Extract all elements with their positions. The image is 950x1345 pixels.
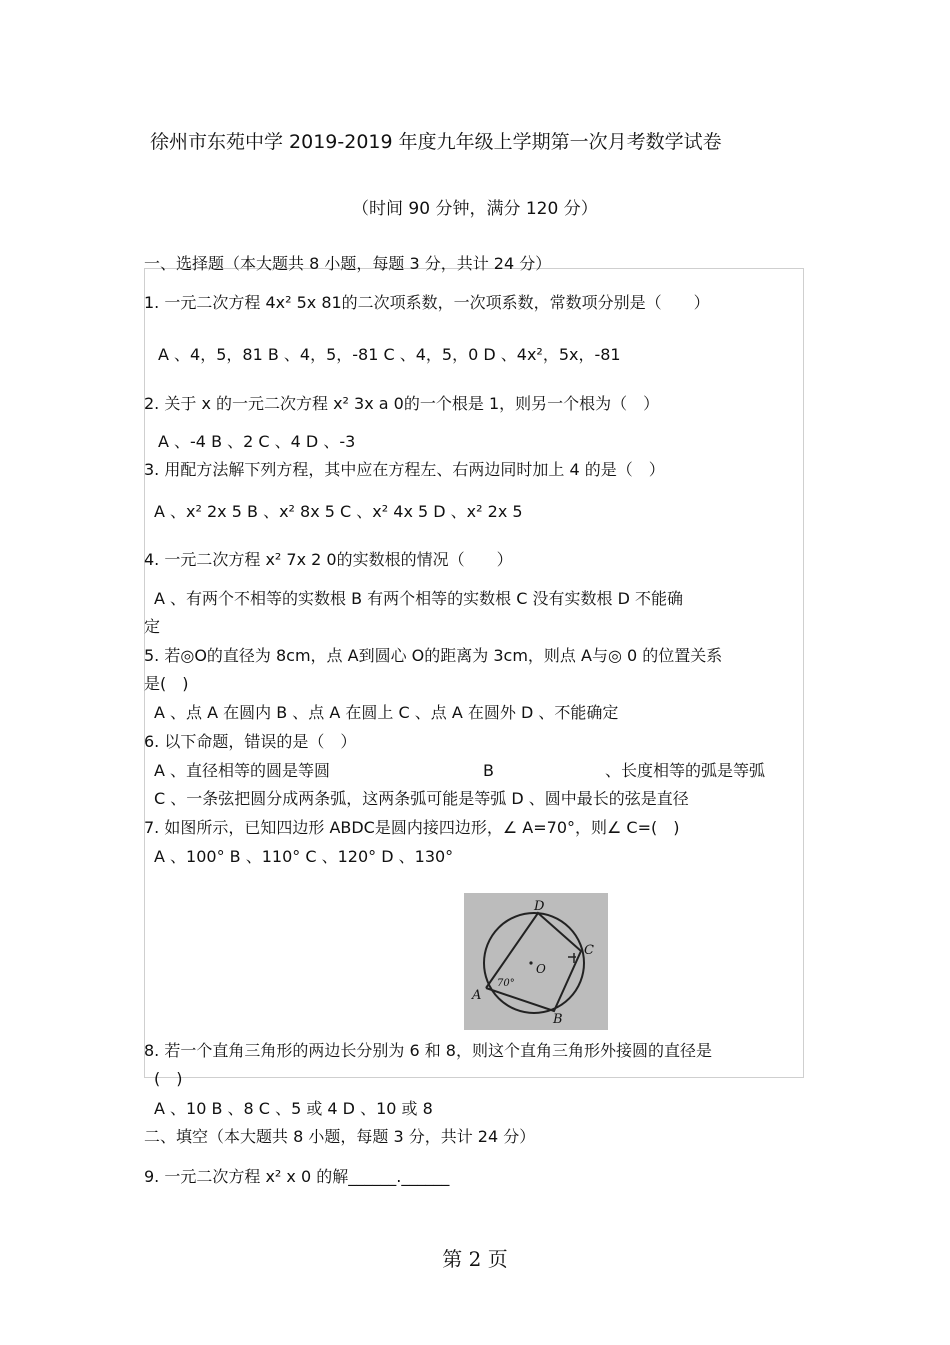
page-title: 徐州市东苑中学 2019-2019 年度九年级上学期第一次月考数学试卷 xyxy=(150,131,722,153)
question-6: 6. 以下命题，错误的是（ ） xyxy=(144,732,357,751)
question-6-options-cd: C 、一条弦把圆分成两条弧，这两条弧可能是等弧 D 、圆中最长的弦是直径 xyxy=(154,789,689,808)
label-c: C xyxy=(584,943,594,958)
question-5-options: A 、点 A 在圆内 B 、点 A 在圆上 C 、点 A 在圆外 D 、不能确定 xyxy=(154,703,619,722)
question-1: 1. 一元二次方程 4x² 5x 81的二次项系数，一次项系数，常数项分别是（ ） xyxy=(144,293,710,312)
question-2: 2. 关于 x 的一元二次方程 x² 3x a 0的一个根是 1，则另一个根为（ ） xyxy=(144,394,660,413)
question-6-option-a: A 、直径相等的圆是等圆 xyxy=(154,761,331,780)
section-1-heading: 一、选择题（本大题共 8 小题，每题 3 分，共计 24 分） xyxy=(144,254,552,273)
question-3: 3. 用配方法解下列方程，其中应在方程左、右两边同时加上 4 的是（ ） xyxy=(144,460,665,479)
label-b: B xyxy=(553,1012,563,1027)
question-9: 9. 一元二次方程 x² x 0 的解______.______ xyxy=(144,1167,450,1186)
question-7: 7. 如图所示，已知四边形 ABDC是圆内接四边形，∠ A=70°，则∠ C=( ) xyxy=(144,818,680,837)
question-4-options-cont: 定 xyxy=(144,617,161,636)
question-5-cont: 是( ) xyxy=(144,674,189,693)
question-6-option-b: B xyxy=(483,761,494,780)
question-2-options: A 、-4 B 、2 C 、4 D 、-3 xyxy=(158,432,356,451)
label-a: A xyxy=(472,988,482,1003)
question-1-options: A 、4，5，81 B 、4，5，-81 C 、4，5，0 D 、4x²，5x，-81 xyxy=(158,345,621,364)
question-4: 4. 一元二次方程 x² 7x 2 0的实数根的情况（ ） xyxy=(144,550,513,569)
section-2-heading: 二、填空（本大题共 8 小题，每题 3 分，共计 24 分） xyxy=(144,1127,536,1146)
question-8-cont: ( ) xyxy=(154,1069,183,1088)
circle-figure xyxy=(464,893,608,1030)
label-o: O xyxy=(536,962,546,976)
question-8: 8. 若一个直角三角形的两边长分别为 6 和 8，则这个直角三角形外接圆的直径是 xyxy=(144,1041,712,1060)
inscribed-quadrilateral-diagram xyxy=(464,893,608,1030)
question-6-option-b-text: 、长度相等的弧是等弧 xyxy=(605,761,766,780)
exam-subtitle: （时间 90 分钟，满分 120 分） xyxy=(352,199,598,219)
page-footer: 第 2 页 xyxy=(442,1247,508,1271)
label-d: D xyxy=(534,899,545,914)
question-4-options: A 、有两个不相等的实数根 B 有两个相等的实数根 C 没有实数根 D 不能确 xyxy=(154,589,684,608)
question-3-options: A 、x² 2x 5 B 、x² 8x 5 C 、x² 4x 5 D 、x² 2x 5 xyxy=(154,502,523,521)
label-angle: 70° xyxy=(497,978,515,989)
question-5: 5. 若◎O的直径为 8cm，点 A到圆心 O的距离为 3cm，则点 A与◎ 0 的位置关系 xyxy=(144,646,723,665)
question-8-options: A 、10 B 、8 C 、5 或 4 D 、10 或 8 xyxy=(154,1099,433,1118)
question-7-options: A 、100° B 、110° C 、120° D 、130° xyxy=(154,847,454,866)
